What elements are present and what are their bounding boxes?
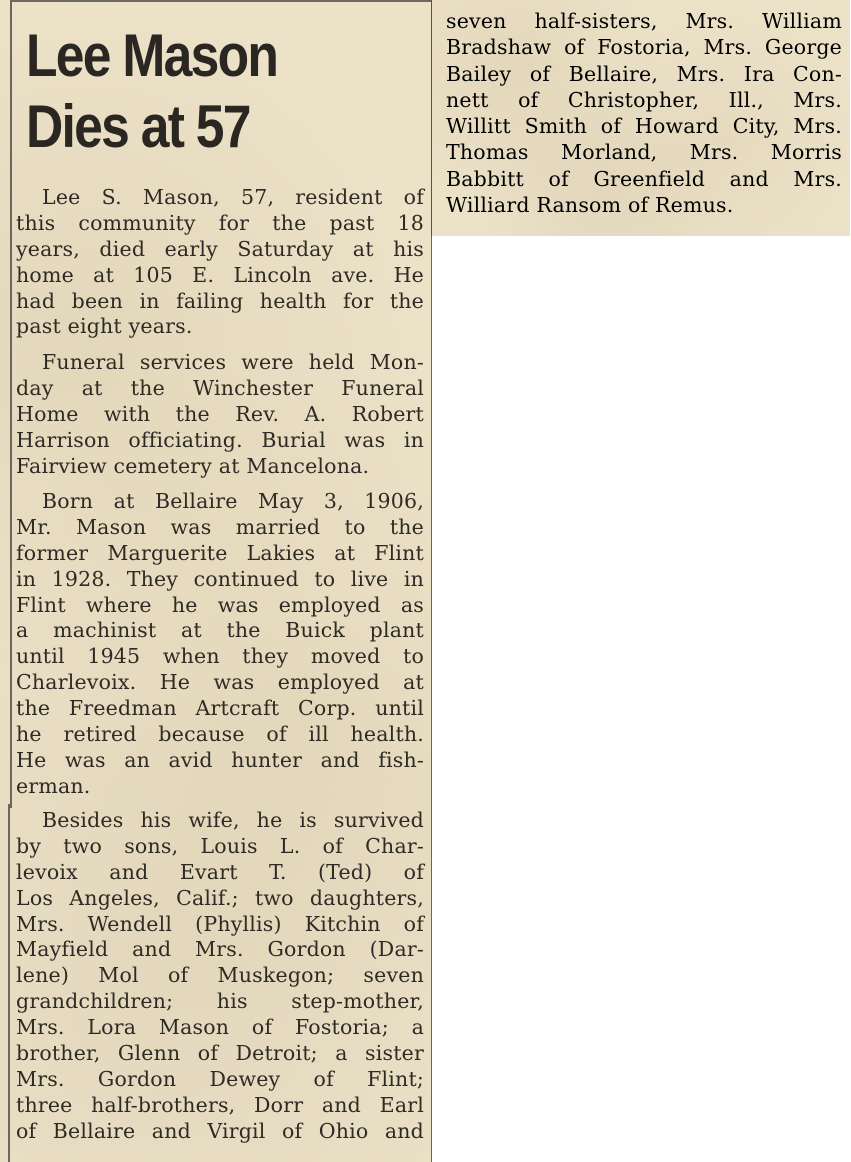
headline-line-1: Lee Mason: [26, 22, 278, 89]
paragraph-line: a machinist at the Buick plant: [16, 618, 424, 643]
paragraph-line: Besides his wife, he is survived: [42, 808, 424, 832]
paragraph-line: home at 105 E. Lincoln ave. He: [16, 262, 424, 287]
paragraph-line: he retired because of ill health.: [16, 722, 424, 747]
headline-line-2: Dies at 57: [26, 93, 250, 160]
paragraph-line: Charlevoix. He was employed at: [16, 670, 424, 695]
paragraph-line: He was an avid hunter and fish-: [16, 747, 424, 772]
paragraph-line: Fairview cemetery at Mancelona.: [16, 453, 370, 478]
paragraph-line: grandchildren; his step-mother,: [16, 989, 424, 1014]
paragraph-line: had been in failing health for the: [16, 288, 424, 313]
paragraph-line: this community for the past 18: [16, 210, 424, 235]
continuation-line: nett of Christopher, Ill., Mrs.: [446, 87, 842, 112]
paragraph-line: Mayfield and Mrs. Gordon (Dar-: [16, 937, 424, 962]
paragraph-line: by two sons, Louis L. of Char-: [16, 833, 424, 858]
column-rule-lower: [8, 804, 10, 1162]
paragraph-line: Mrs. Wendell (Phyllis) Kitchin of: [16, 911, 424, 936]
paragraph-line: Harrison officiating. Burial was in: [16, 427, 424, 452]
column-rule: [10, 0, 12, 808]
paragraph-line: former Marguerite Lakies at Flint: [16, 540, 424, 565]
continuation-line: Babbitt of Greenfield and Mrs.: [446, 166, 842, 191]
paragraph-line: Funeral services were held Mon-: [42, 350, 424, 374]
continuation-text: [446, 8, 842, 218]
paragraph-line: the Freedman Artcraft Corp. until: [16, 696, 424, 721]
paragraph-line: erman.: [16, 773, 91, 798]
paragraph-line: Mrs. Lora Mason of Fostoria; a: [16, 1015, 424, 1040]
continuation-line: seven half-sisters, Mrs. William: [446, 9, 842, 33]
paragraph-line: Mr. Mason was married to the: [16, 514, 424, 539]
paragraph-1: [16, 185, 424, 340]
continuation-line: Bailey of Bellaire, Mrs. Ira Con-: [446, 61, 842, 86]
continuation-line: Bradshaw of Fostoria, Mrs. George: [446, 35, 842, 60]
paragraph-3: [16, 489, 424, 800]
top-rule: [10, 0, 431, 2]
paragraph-line: of Bellaire and Virgil of Ohio and: [16, 1118, 424, 1143]
paragraph-line: levoix and Evart T. (Ted) of: [16, 859, 424, 884]
paragraph-line: in 1928. They continued to live in: [16, 566, 424, 591]
continuation-line: Thomas Morland, Mrs. Morris: [446, 140, 842, 165]
paragraph-line: years, died early Saturday at his: [16, 236, 424, 261]
paragraph-4: [16, 808, 424, 1145]
paragraph-line: Home with the Rev. A. Robert: [16, 401, 424, 426]
paragraph-line: Los Angeles, Calif.; two daughters,: [16, 885, 424, 910]
headline: [26, 20, 353, 162]
continuation-line: Williard Ransom of Remus.: [446, 193, 734, 218]
paragraph-line: Mrs. Gordon Dewey of Flint;: [16, 1066, 424, 1091]
paragraph-line: Lee S. Mason, 57, resident of: [42, 185, 424, 209]
paragraph-line: past eight years.: [16, 314, 193, 339]
paragraph-line: Flint where he was employed as: [16, 592, 424, 617]
paragraph-line: until 1945 when they moved to: [16, 644, 424, 669]
paragraph-line: three half-brothers, Dorr and Earl: [16, 1092, 424, 1117]
paragraph-line: Born at Bellaire May 3, 1906,: [42, 489, 424, 513]
paragraph-line: lene) Mol of Muskegon; seven: [16, 963, 424, 988]
paragraph-2: [16, 350, 424, 479]
paragraph-line: brother, Glenn of Detroit; a sister: [16, 1041, 424, 1066]
continuation-line: Willitt Smith of Howard City, Mrs.: [446, 114, 842, 139]
paragraph-line: day at the Winchester Funeral: [16, 375, 424, 400]
